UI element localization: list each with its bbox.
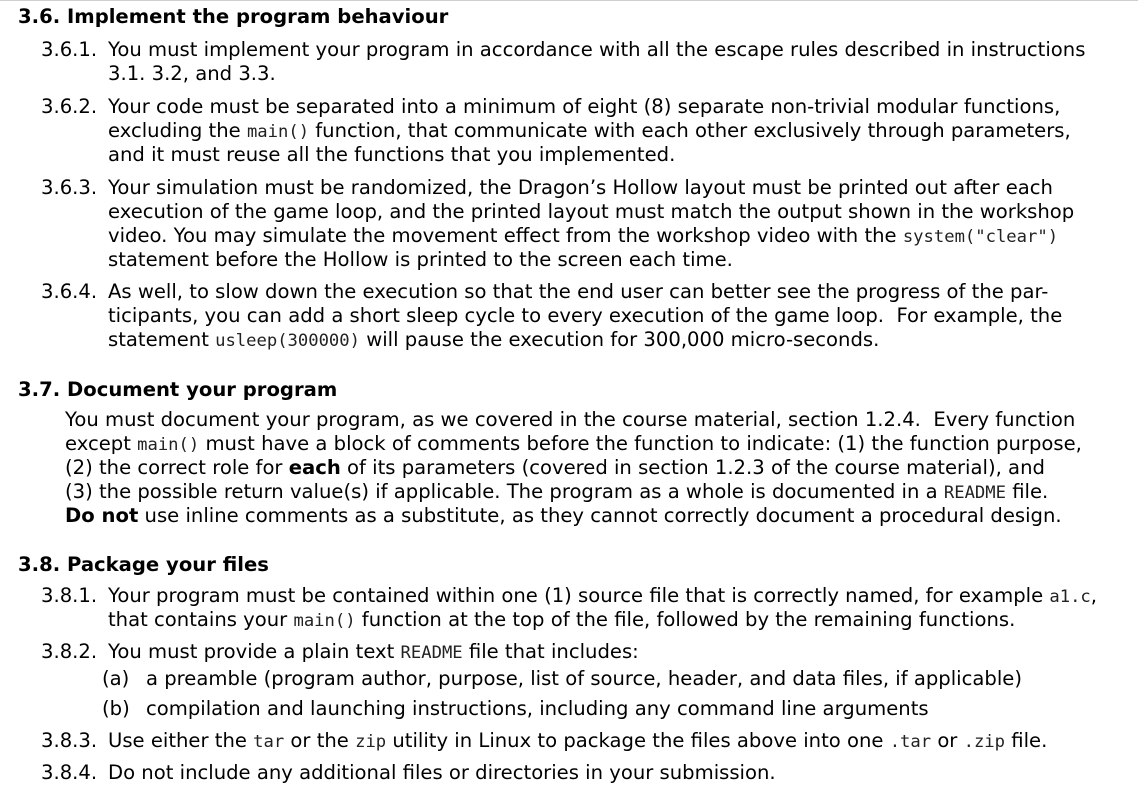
text-run: (2) the correct role for [65,456,289,479]
item-3-6-2-line-3: and it must reuse all the functions that you implemented. [108,143,676,166]
subitem-label-a: (a) [102,667,130,690]
text-run: Use either the [108,729,254,752]
text-run: file. [1005,480,1049,503]
code-system-clear: system("clear") [902,227,1059,247]
section-3-7-line-4 [65,480,1048,505]
text-run: , [1090,584,1098,607]
text-run: will pause the execution for 300,000 micro-seconds. [359,328,880,351]
section-3-7-line-3 [65,456,1045,480]
section-3-7-line-1: You must document your program, as we covered in the course material, section 1.2.4. Every function [65,408,1076,431]
item-3-6-3-line-4: statement before the Hollow is printed to the screen each time. [108,248,733,271]
text-run: must have a block of comments before the function to indicate: (1) the function purpose, [199,432,1082,455]
code-zip-ext: .zip [963,732,1005,752]
text-run: file. [1005,729,1048,752]
item-number: 3.8.4. [41,761,98,784]
item-3-8-1-line-2 [108,608,1015,633]
section-3-6-heading [18,5,448,29]
text-run: video. You may simulate the movement effect from the workshop video with the [108,224,903,247]
item-3-6-1-line-2: 3.1. 3.2, and 3.3. [108,62,276,85]
text-run: use inline comments as a substitute, as they cannot correctly document a procedural design. [138,504,1062,527]
text-run: You must provide a plain text [108,640,401,663]
text-run: of its parameters (covered in section 1.2.3 of the course material), and [340,456,1045,479]
emphasis-do-not: Do not [65,504,139,527]
code-tar-ext: .tar [889,732,932,752]
section-number: 3.7. [18,378,61,401]
code-usleep: usleep(300000) [215,331,360,351]
item-3-6-4-line-1: As well, to slow down the execution so that the end user can better see the progress of the par- [108,280,1049,303]
item-3-6-2-line-1: Your code must be separated into a minimum of eight (8) separate non-trivial modular functions, [108,95,1061,118]
item-3-6-2-line-2 [108,119,1071,144]
text-run: or the [284,729,356,752]
text-run: file that includes: [462,640,639,663]
subitem-label-b: (b) [102,697,130,720]
item-number: 3.8.1. [41,584,98,607]
section-number: 3.6. [18,5,61,28]
item-3-8-2-line-1 [108,640,639,665]
section-title: Package your files [66,553,269,576]
section-3-7-line-5 [65,504,1062,528]
item-3-6-3-line-3 [108,224,1058,249]
code-main: main() [246,122,310,142]
section-3-8-heading [18,553,269,577]
item-3-6-1-line-1: You must implement your program in accordance with all the escape rules described in instructions [108,38,1086,61]
item-3-6-3-line-2: execution of the game loop, and the printed layout must match the output shown in the workshop [108,200,1075,223]
item-number: 3.8.3. [41,729,98,752]
emphasis-each: each [288,456,341,479]
text-run: statement [108,328,216,351]
item-3-8-1-line-1 [108,584,1097,609]
item-3-6-4-line-3 [108,328,879,353]
top-rule [0,0,1138,1]
section-3-7-heading [18,378,337,402]
code-readme: README [943,483,1006,503]
section-3-7-line-2 [65,432,1082,457]
code-main: main() [137,435,200,455]
subitem-a-text: a preamble (program author, purpose, list of source, header, and data files, if applicable) [146,667,1022,690]
item-3-6-3-line-1: Your simulation must be randomized, the Dragon’s Hollow layout must be printed out after each [108,176,1053,199]
section-number: 3.8. [18,553,61,576]
section-title: Document your program [66,378,338,401]
code-a1-c: a1.c [1049,587,1091,607]
code-zip: zip [355,732,387,752]
text-run: that contains your [108,608,294,631]
item-3-6-4-line-2: ticipants, you can add a short sleep cycle to every execution of the game loop. For example, the [108,304,1063,327]
code-tar: tar [253,732,285,752]
code-main: main() [293,611,356,631]
item-number: 3.8.2. [41,640,98,663]
text-run: function at the top of the file, followed by the remaining functions. [355,608,1016,631]
text-run: or [931,729,964,752]
item-number: 3.6.1. [41,38,98,61]
text-run: (3) the possible return value(s) if applicable. The program as a whole is documented in a [65,480,944,503]
item-number: 3.6.2. [41,95,98,118]
item-3-8-3-line-1 [108,729,1047,754]
text-run: except [65,432,138,455]
item-3-8-4-line-1: Do not include any additional files or directories in your submission. [108,761,776,784]
text-run: function, that communicate with each other exclusively through parameters, [309,119,1071,142]
section-title: Implement the program behaviour [66,5,449,28]
subitem-b-text: compilation and launching instructions, including any command line arguments [146,697,929,720]
code-readme: README [400,643,463,663]
item-number: 3.6.3. [41,176,98,199]
text-run: utility in Linux to package the files above into one [386,729,890,752]
item-number: 3.6.4. [41,280,98,303]
text-run: excluding the [108,119,247,142]
text-run: Your program must be contained within one (1) source file that is correctly named, for example [108,584,1050,607]
